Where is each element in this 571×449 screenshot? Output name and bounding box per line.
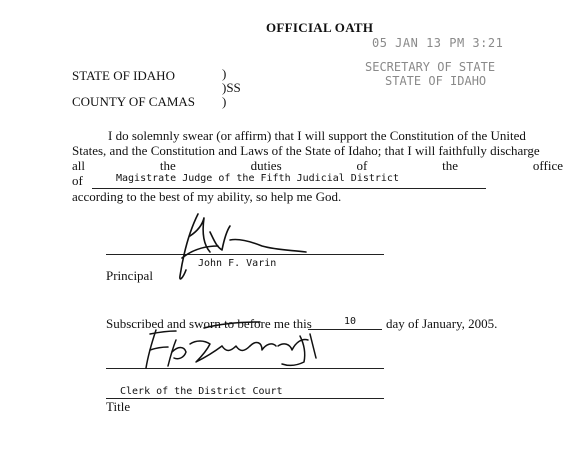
oath-word: office [532,158,563,173]
principal-label: Principal [106,268,153,283]
clerk-title-value: Clerk of the District Court [120,386,283,397]
oath-word: of [356,158,368,173]
subscribed-month-year: day of January, 2005. [386,316,498,331]
filing-stamp-office: SECRETARY OF STATE [365,60,496,74]
oath-line-4-prefix: of [72,173,83,188]
clerk-signature [146,322,316,368]
principal-signature [180,214,306,279]
document-title: OFFICIAL OATH [266,20,374,35]
subscribed-text: Subscribed and sworn to before me this [106,316,312,331]
oath-word: all [72,158,85,173]
oath-line-1: I do solemnly swear (or affirm) that I will support the Constitution of the United [108,128,526,143]
oath-line-5: according to the best of my ability, so help me God. [72,189,342,204]
filing-stamp-state: STATE OF IDAHO [385,74,487,88]
caption-paren-ss: )SS [222,80,241,95]
office-name: Magistrate Judge of the Fifth Judicial District [116,173,399,184]
oath-word: the [159,158,176,173]
title-label: Title [106,399,131,414]
oath-word: the [442,158,459,173]
caption-paren-bottom: ) [222,94,227,109]
caption-county: COUNTY OF CAMAS [72,94,196,109]
caption-paren-top: ) [222,66,227,81]
oath-word: duties [250,158,282,173]
filing-stamp-date: 05 JAN 13 PM 3:21 [372,36,504,50]
subscribed-day: 10 [344,316,357,327]
oath-line-2: States, and the Constitution and Laws of the State of Idaho; that I will faithfully discharge [72,143,540,158]
principal-name: John F. Varin [198,258,277,269]
caption-state: STATE OF IDAHO [72,68,175,83]
